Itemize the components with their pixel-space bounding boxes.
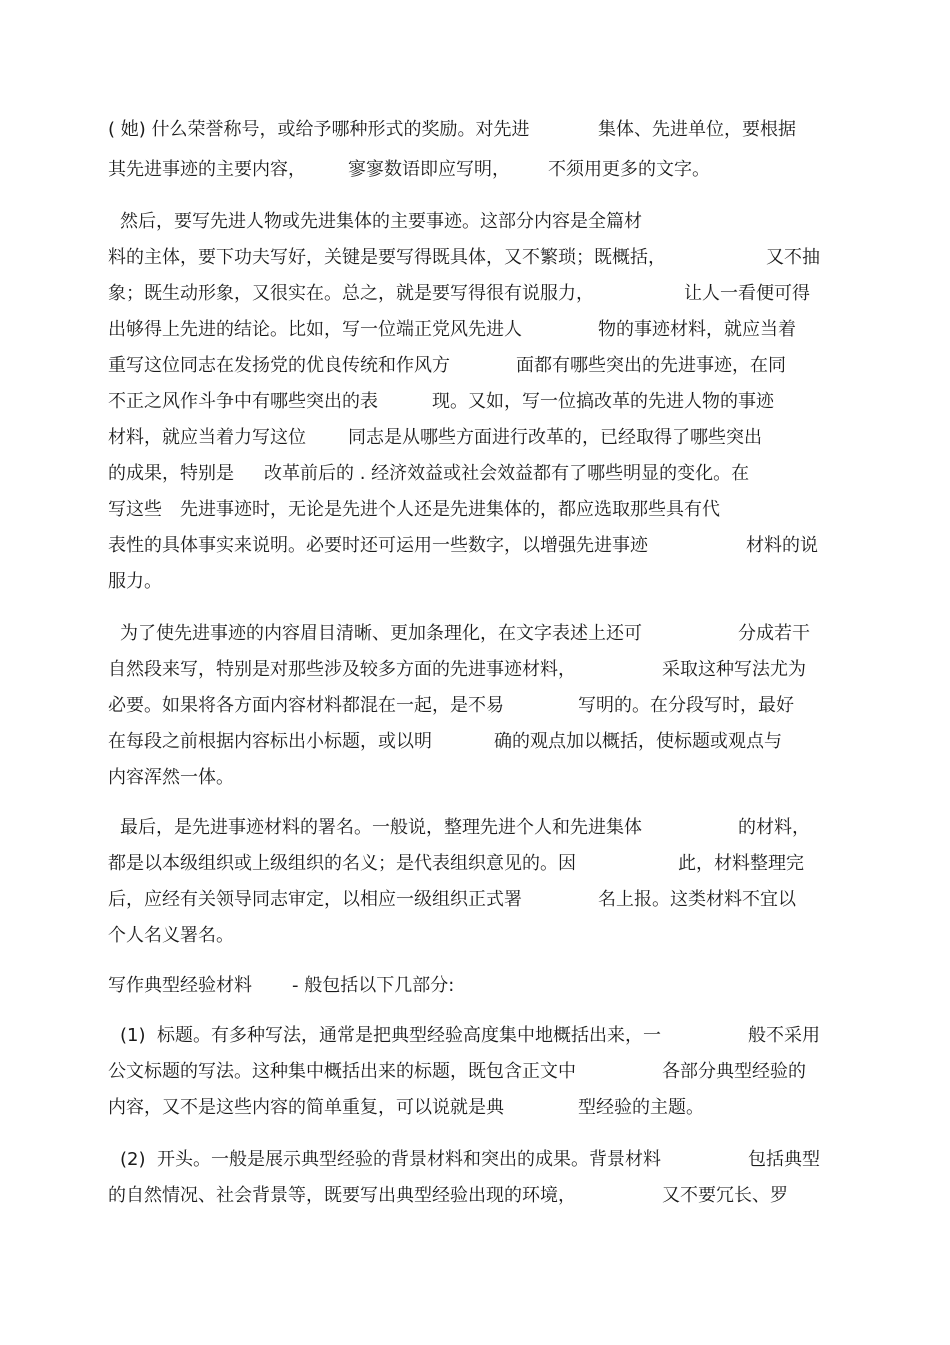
text-segment: 寥寥数语即应写明， bbox=[348, 159, 510, 180]
text-segment: 写这些 bbox=[108, 499, 162, 520]
text-segment: (2) 开头。一般是展示典型经验的背景材料和突出的成果。背景材料 bbox=[120, 1149, 661, 1170]
text-segment: 个人名义署名。 bbox=[108, 925, 234, 946]
text-segment: 服力。 bbox=[108, 571, 162, 592]
text-segment: 然后，要写先进人物或先进集体的主要事迹。这部分内容是全篇材 bbox=[120, 211, 642, 232]
text-segment: 先进事迹时，无论是先进个人还是先进集体的，都应选取那些具有代 bbox=[180, 499, 720, 520]
text-segment: 般不采用 bbox=[748, 1025, 820, 1046]
text-segment: 象；既生动形象，又很实在。总之，就是要写得很有说服力， bbox=[108, 283, 594, 304]
text-segment: 材料，就应当着力写这位 bbox=[108, 427, 306, 448]
text-segment: 在每段之前根据内容标出小标题，或以明 bbox=[108, 731, 432, 752]
text-segment: 又不抽 bbox=[766, 247, 820, 268]
text-segment: 表性的具体事实来说明。必要时还可运用一些数字，以增强先进事迹 bbox=[108, 535, 648, 556]
text-segment: ( 她) 什么荣誉称号，或给予哪种形式的奖励。对先进 bbox=[108, 119, 530, 140]
text-segment: 内容浑然一体。 bbox=[108, 767, 234, 788]
text-segment: 内容，又不是这些内容的简单重复，可以说就是典 bbox=[108, 1097, 504, 1118]
text-segment: 面都有哪些突出的先进事迹，在同 bbox=[516, 355, 786, 376]
text-segment: 写作典型经验材料 bbox=[108, 975, 252, 996]
text-segment: - 般包括以下几部分: bbox=[292, 975, 455, 996]
text-segment: 包括典型 bbox=[748, 1149, 820, 1170]
text-segment: 都是以本级组织或上级组织的名义；是代表组织意见的。因 bbox=[108, 853, 576, 874]
text-segment: 写明的。在分段写时，最好 bbox=[578, 695, 794, 716]
text-segment: 的材料， bbox=[738, 817, 810, 838]
text-segment: 改革前后的 . 经济效益或社会效益都有了哪些明显的变化。在 bbox=[264, 463, 750, 484]
text-segment: 名上报。这类材料不宜以 bbox=[598, 889, 796, 910]
text-segment: 集体、先进单位，要根据 bbox=[598, 119, 796, 140]
text-segment: 为了使先进事迹的内容眉目清晰、更加条理化，在文字表述上还可 bbox=[120, 623, 642, 644]
text-segment: 确的观点加以概括，使标题或观点与 bbox=[494, 731, 782, 752]
text-segment: 现。又如，写一位搞改革的先进人物的事迹 bbox=[432, 391, 774, 412]
text-segment: 此，材料整理完 bbox=[678, 853, 804, 874]
text-segment: 让人一看便可得 bbox=[684, 283, 810, 304]
text-segment: (1) 标题。有多种写法，通常是把典型经验高度集中地概括出来，一 bbox=[120, 1025, 661, 1046]
text-segment: 不正之风作斗争中有哪些突出的表 bbox=[108, 391, 378, 412]
text-segment: 各部分典型经验的 bbox=[662, 1061, 806, 1082]
text-segment: 分成若干 bbox=[738, 623, 810, 644]
text-segment: 必要。如果将各方面内容材料都混在一起，是不易 bbox=[108, 695, 504, 716]
text-segment: 公文标题的写法。这种集中概括出来的标题，既包含正文中 bbox=[108, 1061, 576, 1082]
text-segment: 不须用更多的文字。 bbox=[548, 159, 710, 180]
text-segment: 物的事迹材料，就应当着 bbox=[598, 319, 796, 340]
text-segment: 自然段来写，特别是对那些涉及较多方面的先进事迹材料， bbox=[108, 659, 576, 680]
text-segment: 出够得上先进的结论。比如，写一位端正党风先进人 bbox=[108, 319, 522, 340]
text-segment: 同志是从哪些方面进行改革的，已经取得了哪些突出 bbox=[348, 427, 762, 448]
text-segment: 其先进事迹的主要内容， bbox=[108, 159, 306, 180]
text-segment: 的自然情况、社会背景等，既要写出典型经验出现的环境， bbox=[108, 1185, 576, 1206]
text-segment: 材料的说 bbox=[746, 535, 818, 556]
text-segment: 后，应经有关领导同志审定，以相应一级组织正式署 bbox=[108, 889, 522, 910]
text-segment: 的成果，特别是 bbox=[108, 463, 234, 484]
text-segment: 重写这位同志在发扬党的优良传统和作风方 bbox=[108, 355, 450, 376]
text-segment: 又不要冗长、罗 bbox=[662, 1185, 788, 1206]
text-segment: 采取这种写法尤为 bbox=[662, 659, 806, 680]
text-segment: 料的主体，要下功夫写好，关键是要写得既具体，又不繁琐；既概括， bbox=[108, 247, 666, 268]
text-segment: 最后，是先进事迹材料的署名。一般说，整理先进个人和先进集体 bbox=[120, 817, 642, 838]
text-segment: 型经验的主题。 bbox=[578, 1097, 704, 1118]
